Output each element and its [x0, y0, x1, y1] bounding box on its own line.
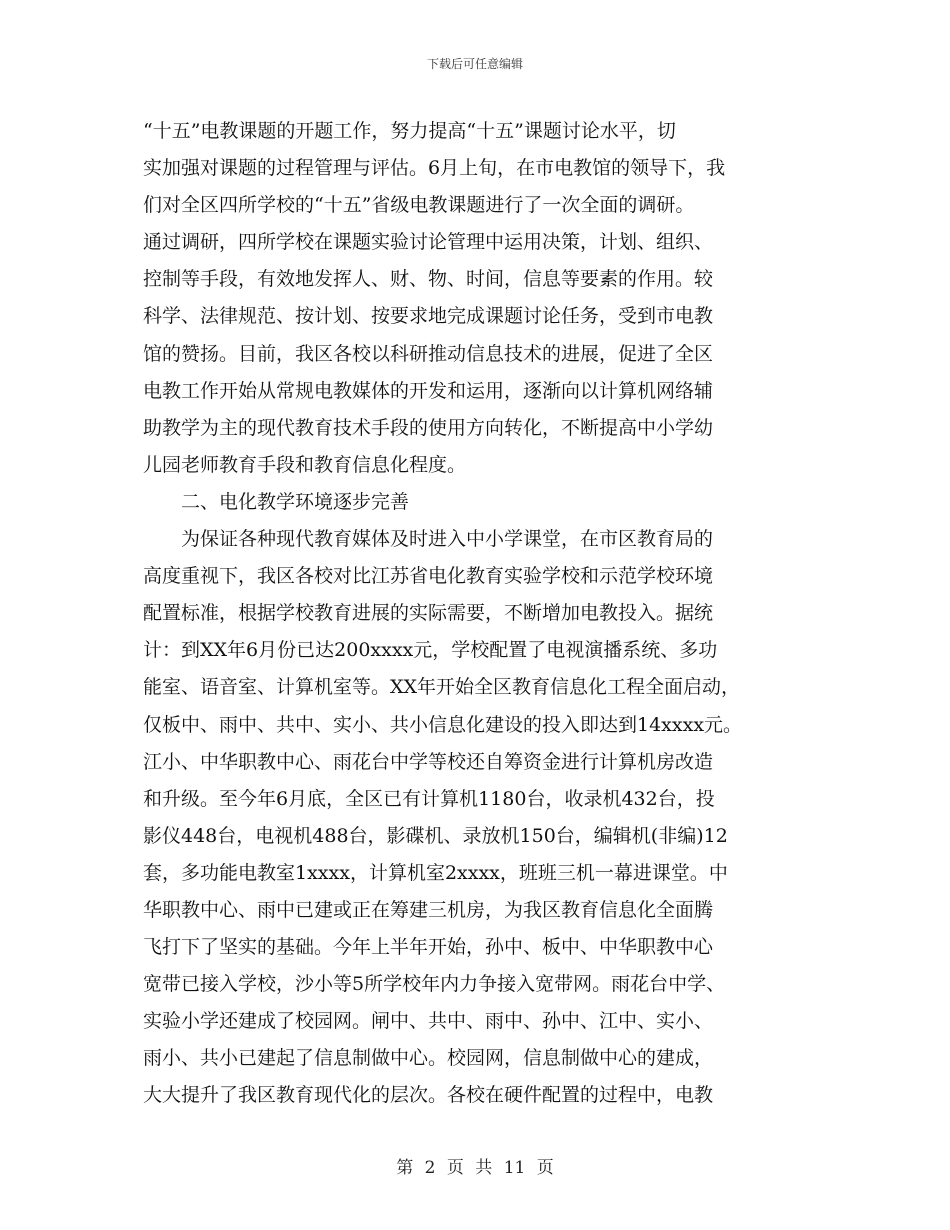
paragraph-line: 飞打下了坚实的基础。今年上半年开始，孙中、板中、中华职教中心 [143, 936, 714, 959]
paragraph-line: 能室、语音室、计算机室等。XX年开始全区教育信息化工程全面启动， [143, 676, 741, 699]
paragraph-line: 儿园老师教育手段和教育信息化程度。 [143, 453, 467, 476]
paragraph-line: 助教学为主的现代教育技术手段的使用方向转化，不断提高中小学幼 [143, 416, 714, 439]
paragraph-line: 实加强对课题的过程管理与评估。6月上旬，在市电教馆的领导下，我 [143, 157, 726, 180]
paragraph-line: 电教工作开始从常规电教媒体的开发和运用，逐渐向以计算机网络辅 [143, 379, 714, 402]
paragraph-line: 大大提升了我区教育现代化的层次。各校在硬件配置的过程中，电教 [143, 1084, 714, 1107]
body-text [143, 113, 808, 1115]
page-footer: 第 2 页 共 11 页 [396, 1158, 554, 1178]
paragraph-line: 控制等手段，有效地发挥人、财、物、时间，信息等要素的作用。较 [143, 268, 714, 291]
paragraph-line: 馆的赞扬。目前，我区各校以科研推动信息技术的进展，促进了全区 [143, 342, 714, 365]
paragraph-line: 套，多功能电教室1xxxx，计算机室2xxxx，班班三机一幕进课堂。中 [143, 861, 728, 884]
paragraph-line: 雨小、共小已建起了信息制做中心。校园网，信息制做中心的建成， [143, 1047, 714, 1070]
paragraph-line: 和升级。至今年6月底，全区已有计算机1180台，收录机432台，投 [143, 787, 715, 810]
paragraph-line: 高度重视下，我区各校对比江苏省电化教育实验学校和示范学校环境 [143, 565, 714, 588]
paragraph-line: 们对全区四所学校的“十五”省级电教课题进行了一次全面的调研。 [143, 194, 695, 217]
paragraph-line: 实验小学还建成了校园网。闸中、共中、雨中、孙中、江中、实小、 [143, 1010, 714, 1033]
paragraph-line: 科学、法律规范、按计划、按要求地完成课题讨论任务，受到市电教 [143, 305, 714, 328]
paragraph-line: 华职教中心、雨中已建或正在筹建三机房，为我区教育信息化全面腾 [143, 898, 714, 921]
paragraph-line: 计：到XX年6月份已达200xxxx元，学校配置了电视演播系统、多功 [143, 639, 718, 662]
paragraph-line: “十五”电教课题的开题工作，努力提高“十五”课题讨论水平，切 [143, 120, 676, 142]
page-header: 下载后可任意编辑 [426, 57, 523, 71]
paragraph-line: 江小、中华职教中心、雨花台中学等校还自筹资金进行计算机房改造 [143, 750, 714, 773]
paragraph-line-indented: 为保证各种现代教育媒体及时进入中小学课堂，在市区教育局的 [181, 528, 714, 551]
paragraph-line-indented: 二、电化教学环境逐步完善 [181, 490, 410, 513]
paragraph-line: 影仪448台，电视机488台，影碟机、录放机150台，编辑机(非编)12 [143, 824, 728, 847]
paragraph-line: 通过调研，四所学校在课题实验讨论管理中运用决策，计划、组织、 [143, 231, 714, 254]
paragraph-line: 仅板中、雨中、共中、实小、共小信息化建设的投入即达到14xxxx元。 [143, 713, 743, 736]
paragraph-line: 配置标准，根据学校教育进展的实际需要，不断增加电教投入。据统 [143, 602, 714, 625]
paragraph-line: 宽带已接入学校，沙小等5所学校年内力争接入宽带网。雨花台中学、 [143, 973, 726, 996]
